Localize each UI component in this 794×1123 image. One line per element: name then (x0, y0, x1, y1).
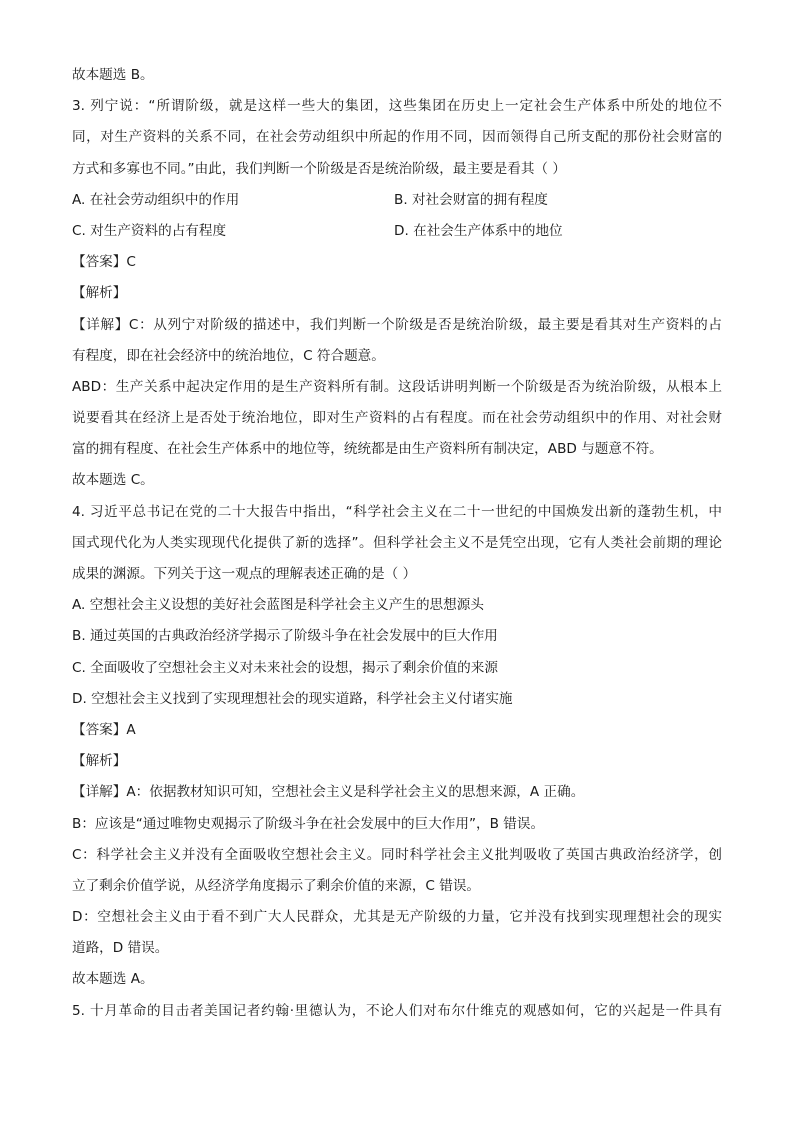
q4-stem-line-1: 4. 习近平总书记在党的二十大报告中指出，“科学社会主义在二十一世纪的中国焕发出新的蓬勃生机，中 (72, 503, 722, 520)
q4-option-c: C. 全面吸收了空想社会主义对未来社会的设想，揭示了剩余价值的来源 (72, 659, 498, 676)
q3-stem-line-1: 3. 列宁说：“所谓阶级，就是这样一些大的集团，这些集团在历史上一定社会生产体系中所处的地位不 (72, 98, 722, 115)
q4-option-d: D. 空想社会主义找到了实现理想社会的现实道路，科学社会主义付诸实施 (72, 690, 513, 707)
q5-stem-line-1: 5. 十月革命的目击者美国记者约翰·里德认为，不论人们对布尔什维克的观感如何，它的兴起是一件具有 (72, 1002, 722, 1019)
q3-option-d: D. 在社会生产体系中的地位 (394, 222, 563, 239)
q4-stem-line-3: 成果的渊源。下列关于这一观点的理解表述正确的是（ ） (72, 566, 417, 582)
q3-detail-line-3: ABD：生产关系中起决定作用的是生产资料所有制。这段话讲明判断一个阶级是否为统治阶级，从根本上 (72, 378, 722, 395)
q4-detail-line-5: D：空想社会主义由于看不到广大人民群众，尤其是无产阶级的力量，它并没有找到实现理想社会的现实 (72, 909, 722, 926)
q4-option-b: B. 通过英国的古典政治经济学揭示了阶级斗争在社会发展中的巨大作用 (72, 628, 498, 645)
q3-detail-line-2: 有程度，即在社会经济中的统治地位，C 符合题意。 (72, 347, 385, 364)
exam-page (72, 60, 722, 1027)
q4-stem-line-2: 国式现代化为人类实现现代化提供了新的选择”。但科学社会主义不是凭空出现，它有人类社会前期的理论 (72, 534, 722, 551)
q3-option-c: C. 对生产资料的占有程度 (72, 222, 227, 239)
q3-conclusion: 故本题选 C。 (72, 472, 154, 489)
q3-detail-line-5: 富的拥有程度、在社会生产体系中的地位等，统统都是由生产资料所有制决定，ABD 与题意不符。 (72, 441, 663, 458)
q3-detail-line-4: 说要看其在经济上是否处于统治地位，即对生产资料的占有程度。而在社会劳动组织中的作用、对社会财 (72, 410, 722, 427)
q3-stem-line-2: 同，对生产资料的关系不同，在社会劳动组织中所起的作用不同，因而领得自己所支配的那份社会财富的 (72, 129, 722, 146)
q4-analysis-label: 【解析】 (72, 753, 127, 770)
q3-answer: 【答案】C (72, 254, 136, 271)
q3-analysis-label: 【解析】 (72, 285, 127, 302)
q3-detail-line-1: 【详解】C：从列宁对阶级的描述中，我们判断一个阶级是否是统治阶级，最主要是看其对生产资料的占 (72, 316, 722, 333)
q3-option-a: A. 在社会劳动组织中的作用 (72, 191, 240, 208)
q4-detail-line-4: 立了剩余价值学说，从经济学角度揭示了剩余价值的来源，C 错误。 (72, 877, 481, 894)
q3-options-row-1 (72, 185, 722, 216)
q2-conclusion: 故本题选 B。 (72, 67, 154, 83)
q4-option-a: A. 空想社会主义设想的美好社会蓝图是科学社会主义产生的思想源头 (72, 597, 484, 614)
q3-options-row-2 (72, 216, 722, 247)
q4-detail-line-6: 道路，D 错误。 (72, 940, 169, 957)
q4-conclusion: 故本题选 A。 (72, 971, 154, 988)
q3-stem-line-3: 方式和多寡也不同。”由此，我们判断一个阶级是否是统治阶级，最主要是看其（ ） (72, 160, 566, 177)
q4-detail-line-3: C：科学社会主义并没有全面吸收空想社会主义。同时科学社会主义批判吸收了英国古典政治经济学，创 (72, 846, 722, 863)
q4-detail-line-1: 【详解】A：依据教材知识可知，空想社会主义是科学社会主义的思想来源，A 正确。 (72, 784, 585, 801)
q4-answer: 【答案】A (72, 721, 136, 738)
q4-detail-line-2: B：应该是“通过唯物史观揭示了阶级斗争在社会发展中的巨大作用”，B 错误。 (72, 815, 545, 832)
q3-option-b: B. 对社会财富的拥有程度 (394, 191, 548, 208)
